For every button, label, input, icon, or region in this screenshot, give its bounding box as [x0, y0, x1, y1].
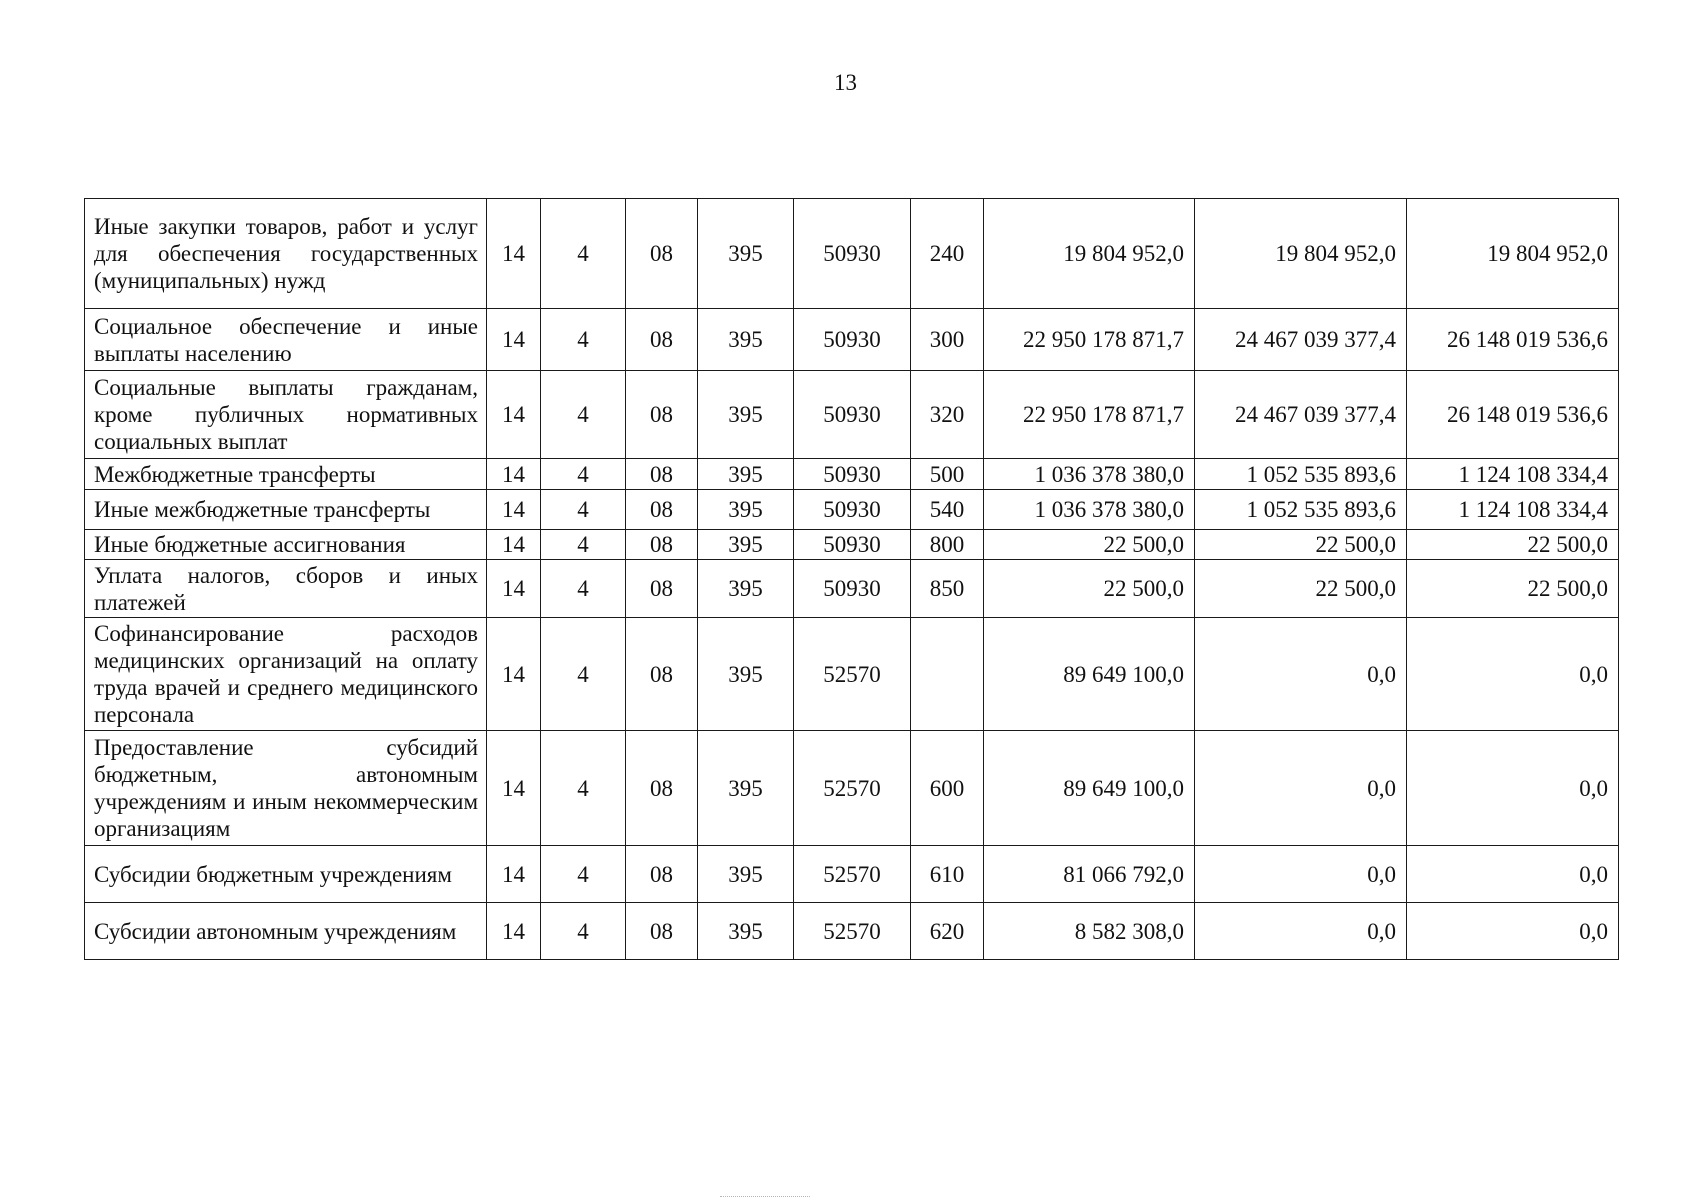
code-direction: 52570 [794, 731, 911, 846]
row-name: Социальное обеспечение и иные выплаты населению [85, 309, 487, 371]
amount-year-1: 1 036 378 380,0 [984, 459, 1195, 490]
amount-year-1: 89 649 100,0 [984, 731, 1195, 846]
amount-year-3: 19 804 952,0 [1407, 199, 1619, 309]
amount-year-3: 26 148 019 536,6 [1407, 309, 1619, 371]
code-expense-type: 500 [911, 459, 984, 490]
code-element: 395 [698, 731, 794, 846]
code-element: 395 [698, 199, 794, 309]
code-section: 14 [487, 846, 541, 903]
table-row [85, 530, 1619, 560]
code-section: 14 [487, 309, 541, 371]
amount-year-2: 0,0 [1195, 731, 1407, 846]
code-subprogram: 08 [626, 731, 698, 846]
code-direction: 50930 [794, 309, 911, 371]
code-program: 4 [541, 560, 626, 618]
code-direction: 52570 [794, 846, 911, 903]
code-expense-type: 600 [911, 731, 984, 846]
code-section: 14 [487, 199, 541, 309]
table-row [85, 731, 1619, 846]
code-expense-type: 610 [911, 846, 984, 903]
code-element: 395 [698, 903, 794, 960]
code-direction: 50930 [794, 199, 911, 309]
amount-year-1: 22 500,0 [984, 530, 1195, 560]
amount-year-1: 8 582 308,0 [984, 903, 1195, 960]
amount-year-2: 19 804 952,0 [1195, 199, 1407, 309]
code-subprogram: 08 [626, 309, 698, 371]
code-section: 14 [487, 371, 541, 459]
amount-year-1: 19 804 952,0 [984, 199, 1195, 309]
code-program: 4 [541, 371, 626, 459]
code-subprogram: 08 [626, 530, 698, 560]
code-expense-type: 540 [911, 490, 984, 530]
row-name: Иные закупки товаров, работ и услуг для обеспечения государственных (муниципальных) нужд [85, 199, 487, 309]
code-section: 14 [487, 459, 541, 490]
table-row [85, 490, 1619, 530]
amount-year-3: 0,0 [1407, 618, 1619, 731]
code-direction: 50930 [794, 459, 911, 490]
amount-year-3: 1 124 108 334,4 [1407, 459, 1619, 490]
code-section: 14 [487, 903, 541, 960]
row-name: Иные бюджетные ассигнования [85, 530, 487, 560]
code-expense-type: 300 [911, 309, 984, 371]
code-program: 4 [541, 530, 626, 560]
code-section: 14 [487, 490, 541, 530]
amount-year-2: 22 500,0 [1195, 530, 1407, 560]
code-section: 14 [487, 530, 541, 560]
code-subprogram: 08 [626, 618, 698, 731]
amount-year-3: 22 500,0 [1407, 530, 1619, 560]
table-row [85, 199, 1619, 309]
code-direction: 52570 [794, 903, 911, 960]
code-element: 395 [698, 490, 794, 530]
amount-year-3: 0,0 [1407, 846, 1619, 903]
row-name: Предоставление субсидий бюджетным, автономным учреждениям и иным некоммерческим организациям [85, 731, 487, 846]
code-expense-type: 850 [911, 560, 984, 618]
scan-artifact [720, 1196, 810, 1199]
code-subprogram: 08 [626, 846, 698, 903]
code-direction: 50930 [794, 530, 911, 560]
code-subprogram: 08 [626, 490, 698, 530]
code-program: 4 [541, 459, 626, 490]
code-element: 395 [698, 309, 794, 371]
row-name: Иные межбюджетные трансферты [85, 490, 487, 530]
code-program: 4 [541, 731, 626, 846]
code-expense-type: 320 [911, 371, 984, 459]
code-element: 395 [698, 846, 794, 903]
code-program: 4 [541, 490, 626, 530]
code-direction: 50930 [794, 490, 911, 530]
table-row [85, 903, 1619, 960]
budget-table [84, 198, 1619, 960]
table-row [85, 309, 1619, 371]
code-subprogram: 08 [626, 903, 698, 960]
code-section: 14 [487, 560, 541, 618]
amount-year-2: 24 467 039 377,4 [1195, 371, 1407, 459]
code-expense-type [911, 618, 984, 731]
amount-year-2: 0,0 [1195, 846, 1407, 903]
table-row [85, 846, 1619, 903]
table-row [85, 560, 1619, 618]
code-element: 395 [698, 371, 794, 459]
amount-year-2: 1 052 535 893,6 [1195, 459, 1407, 490]
code-program: 4 [541, 309, 626, 371]
code-subprogram: 08 [626, 199, 698, 309]
code-subprogram: 08 [626, 459, 698, 490]
code-direction: 50930 [794, 560, 911, 618]
code-direction: 50930 [794, 371, 911, 459]
amount-year-3: 0,0 [1407, 731, 1619, 846]
code-section: 14 [487, 618, 541, 731]
code-expense-type: 240 [911, 199, 984, 309]
row-name: Уплата налогов, сборов и иных платежей [85, 560, 487, 618]
code-section: 14 [487, 731, 541, 846]
amount-year-2: 1 052 535 893,6 [1195, 490, 1407, 530]
code-direction: 52570 [794, 618, 911, 731]
amount-year-1: 1 036 378 380,0 [984, 490, 1195, 530]
amount-year-1: 81 066 792,0 [984, 846, 1195, 903]
code-element: 395 [698, 530, 794, 560]
amount-year-1: 22 950 178 871,7 [984, 309, 1195, 371]
code-element: 395 [698, 560, 794, 618]
code-expense-type: 800 [911, 530, 984, 560]
page-number: 13 [834, 70, 857, 95]
code-program: 4 [541, 903, 626, 960]
amount-year-3: 0,0 [1407, 903, 1619, 960]
code-program: 4 [541, 618, 626, 731]
code-element: 395 [698, 618, 794, 731]
amount-year-2: 22 500,0 [1195, 560, 1407, 618]
amount-year-3: 26 148 019 536,6 [1407, 371, 1619, 459]
table-row [85, 459, 1619, 490]
code-element: 395 [698, 459, 794, 490]
row-name: Межбюджетные трансферты [85, 459, 487, 490]
code-subprogram: 08 [626, 371, 698, 459]
row-name: Софинансирование расходов медицинских организаций на оплату труда врачей и среднего медицинского персонала [85, 618, 487, 731]
amount-year-2: 0,0 [1195, 903, 1407, 960]
amount-year-1: 89 649 100,0 [984, 618, 1195, 731]
amount-year-1: 22 950 178 871,7 [984, 371, 1195, 459]
amount-year-3: 1 124 108 334,4 [1407, 490, 1619, 530]
table-row [85, 618, 1619, 731]
row-name: Субсидии бюджетным учреждениям [85, 846, 487, 903]
code-program: 4 [541, 846, 626, 903]
amount-year-1: 22 500,0 [984, 560, 1195, 618]
amount-year-3: 22 500,0 [1407, 560, 1619, 618]
code-subprogram: 08 [626, 560, 698, 618]
code-expense-type: 620 [911, 903, 984, 960]
code-program: 4 [541, 199, 626, 309]
amount-year-2: 0,0 [1195, 618, 1407, 731]
table-row [85, 371, 1619, 459]
row-name: Социальные выплаты гражданам, кроме публичных нормативных социальных выплат [85, 371, 487, 459]
amount-year-2: 24 467 039 377,4 [1195, 309, 1407, 371]
row-name: Субсидии автономным учреждениям [85, 903, 487, 960]
